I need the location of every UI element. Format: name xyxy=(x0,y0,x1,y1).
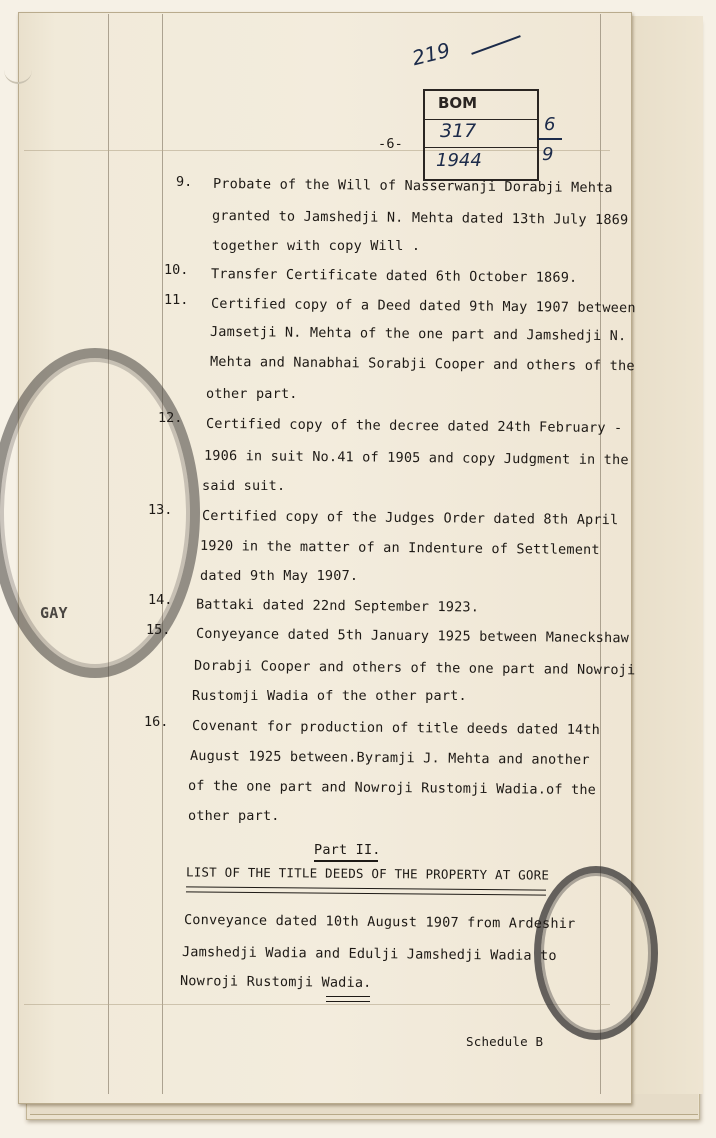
schedule-label: Schedule B xyxy=(466,1034,544,1049)
item-text-line: Jamsetji N. Mehta of the one part and Jamshedji N. xyxy=(209,323,627,345)
item-text-line: Covenant for production of title deeds dated 14th xyxy=(191,717,601,739)
item-text-line: Certified copy of a Deed dated 9th May 1907 between xyxy=(210,295,636,317)
page-number: -6- xyxy=(378,136,403,152)
item-text-line: of the one part and Nowroji Rustomji Wadia.of the xyxy=(187,777,597,799)
item-number: 14. xyxy=(148,592,173,608)
item-number: 16. xyxy=(144,714,169,730)
item-text-line: dated 9th May 1907. xyxy=(200,568,359,584)
item-number: 10. xyxy=(164,262,189,278)
part-heading-underline xyxy=(314,860,378,862)
fraction-bar xyxy=(538,138,562,140)
item-text-line: 1920 in the matter of an Indenture of Settlement xyxy=(199,537,600,559)
item-text-line: together with copy Will . xyxy=(212,238,421,254)
item-text-line: Rustomji Wadia of the other part. xyxy=(192,688,467,704)
seal-left-text: GAY xyxy=(40,604,68,622)
handwritten-number: 219 xyxy=(409,37,453,71)
item-number: 13. xyxy=(148,502,173,518)
conveyance-line: Jamshedji Wadia and Edulji Jamshedji Wadia to xyxy=(181,944,557,964)
item-text-line: Conyeyance dated 5th January 1925 between Maneckshaw xyxy=(195,625,630,647)
item-text-line: granted to Jamshedji N. Mehta dated 13th July 1869 xyxy=(211,207,629,229)
item-number: 9. xyxy=(176,174,193,190)
stamp-row-1: BOM xyxy=(438,94,478,112)
item-text-line: Dorabji Cooper and others of the one part and Nowroji xyxy=(193,657,636,679)
fraction-bottom: 9 xyxy=(542,144,554,165)
stamp-row-2: 317 xyxy=(440,120,477,142)
conveyance-line: Nowroji Rustomji Wadia. xyxy=(179,972,372,992)
part-heading: Part II. xyxy=(314,842,381,858)
item-text-line: 1906 in suit No.41 of 1905 and copy Judgment in the xyxy=(203,447,629,469)
part-subheading: LIST OF THE TITLE DEEDS OF THE PROPERTY AT GORE xyxy=(185,864,550,883)
fraction-top: 6 xyxy=(544,114,556,135)
conveyance-line: Conveyance dated 10th August 1907 from Ardeshir xyxy=(183,911,576,933)
item-number: 15. xyxy=(146,622,171,638)
item-text-line: Battaki dated 22nd September 1923. xyxy=(195,596,480,616)
item-text-line: Transfer Certificate dated 6th October 1869. xyxy=(210,266,578,286)
item-text-line: Certified copy of the Judges Order dated 8th April xyxy=(201,507,619,529)
item-text-line: Probate of the Will of Nasserwanji Dorabji Mehta xyxy=(212,175,613,197)
item-text-line: said suit. xyxy=(202,478,286,494)
stamp-divider xyxy=(425,147,537,148)
item-text-line: Certified copy of the decree dated 24th February - xyxy=(205,415,623,437)
item-text-line: Mehta and Nanabhai Sorabji Cooper and others of the xyxy=(209,353,635,375)
ledger-line xyxy=(24,1004,610,1005)
item-text-line: other part. xyxy=(188,808,280,824)
item-number: 12. xyxy=(158,410,183,426)
stamp-row-3: 1944 xyxy=(436,150,482,171)
item-number: 11. xyxy=(164,292,189,308)
closing-double-rule xyxy=(326,996,370,1002)
item-text-line: August 1925 between.Byramji J. Mehta and another xyxy=(189,747,590,769)
item-text-line: other part. xyxy=(206,386,298,402)
